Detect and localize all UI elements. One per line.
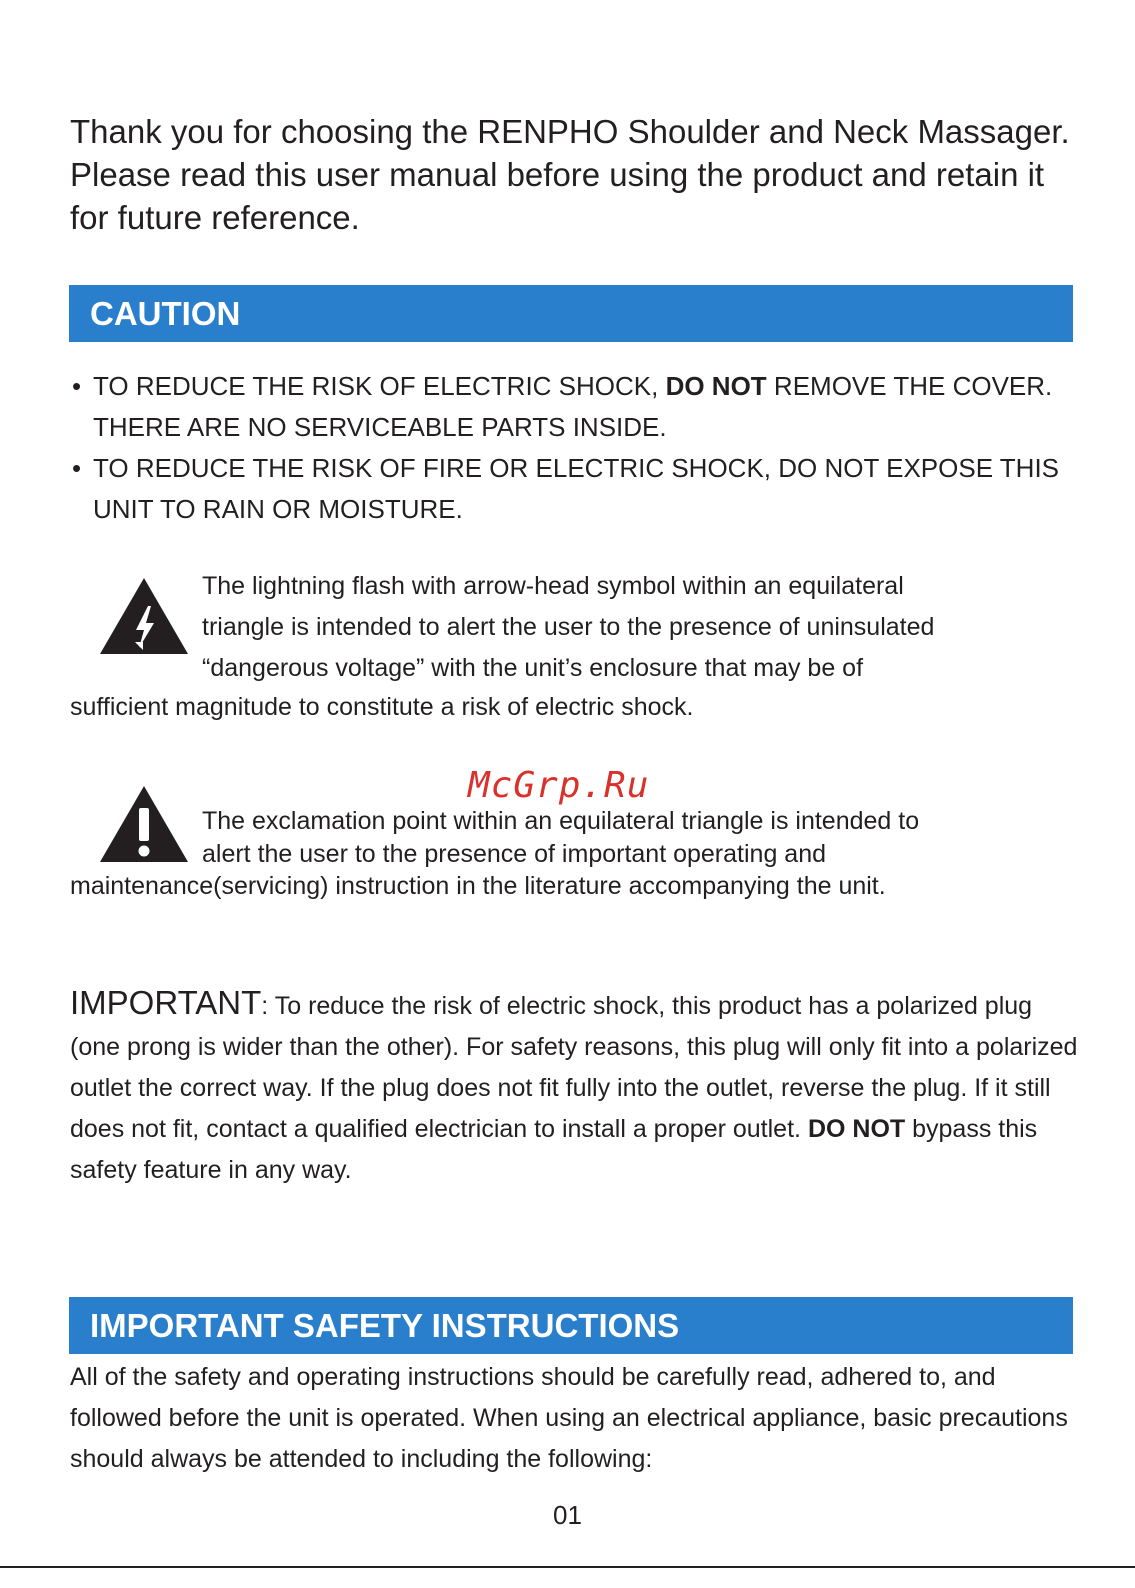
exclamation-line: alert the user to the presence of important operating and	[202, 840, 826, 868]
lightning-line: The lightning flash with arrow-head symbol within an equilateral	[202, 572, 904, 600]
exclamation-warning-triangle-icon	[98, 784, 190, 864]
safety-banner	[69, 1297, 1073, 1354]
watermark: McGrp.Ru	[468, 765, 650, 806]
intro-paragraph: Thank you for choosing the RENPHO Shoulder and Neck Massager. Please read this user manual before using the product and retain it for future reference.	[70, 113, 1070, 236]
caution-item	[70, 366, 1080, 448]
caution-item-text: REMOVE THE COVER. THERE ARE NO SERVICEABLE PARTS INSIDE.	[93, 371, 1053, 442]
lightning-description	[202, 566, 1082, 689]
bullet-dot: •	[72, 453, 82, 483]
caution-item-text: TO REDUCE THE RISK OF ELECTRIC SHOCK,	[93, 371, 666, 401]
lightning-line: “dangerous voltage” with the unit’s enclosure that may be of	[202, 654, 864, 682]
lightning-warning-triangle-icon	[98, 576, 190, 656]
safety-heading: IMPORTANT SAFETY INSTRUCTIONS	[90, 1307, 680, 1344]
exclamation-continuation: maintenance(servicing) instruction in the literature accompanying the unit.	[70, 872, 886, 900]
caution-banner	[69, 285, 1073, 342]
caution-item-text: TO REDUCE THE RISK OF FIRE OR ELECTRIC SHOCK, DO NOT EXPOSE THIS UNIT TO RAIN OR MOISTURE.	[93, 453, 1060, 524]
important-emphasis: DO NOT	[807, 1115, 906, 1143]
important-label: IMPORTANT	[70, 984, 262, 1021]
safety-paragraph: All of the safety and operating instructions should be carefully read, adhered to, and followed before the unit is operated. When using an electrical appliance, basic precautions should always be attended to including the following:	[70, 1363, 1068, 1473]
important-text: : To reduce the risk of electric shock, this product has a polarized plug (one prong is wider than the other). For safety reasons, this plug will only fit into a polarized outlet the correct way. If the plug does not fit fully into the outlet, reverse the plug. If it still does not fit, contact a qualified electrician to install a proper outlet.	[70, 992, 1078, 1143]
important-paragraph	[70, 982, 1080, 1191]
caution-item-emphasis: DO NOT	[665, 371, 767, 401]
lightning-continuation: sufficient magnitude to constitute a risk of electric shock.	[70, 693, 694, 721]
lightning-line: triangle is intended to alert the user to the presence of uninsulated	[202, 613, 935, 641]
page-number: 01	[553, 1500, 582, 1530]
bottom-rule	[0, 1566, 1135, 1568]
exclamation-line: The exclamation point within an equilateral triangle is intended to	[202, 807, 920, 835]
caution-item	[70, 448, 1080, 530]
bullet-dot: •	[72, 371, 82, 401]
important-text: bypass this safety feature in any way.	[70, 1115, 1038, 1184]
caution-list	[70, 366, 1080, 530]
exclamation-description	[202, 805, 1082, 871]
caution-heading: CAUTION	[90, 295, 241, 332]
